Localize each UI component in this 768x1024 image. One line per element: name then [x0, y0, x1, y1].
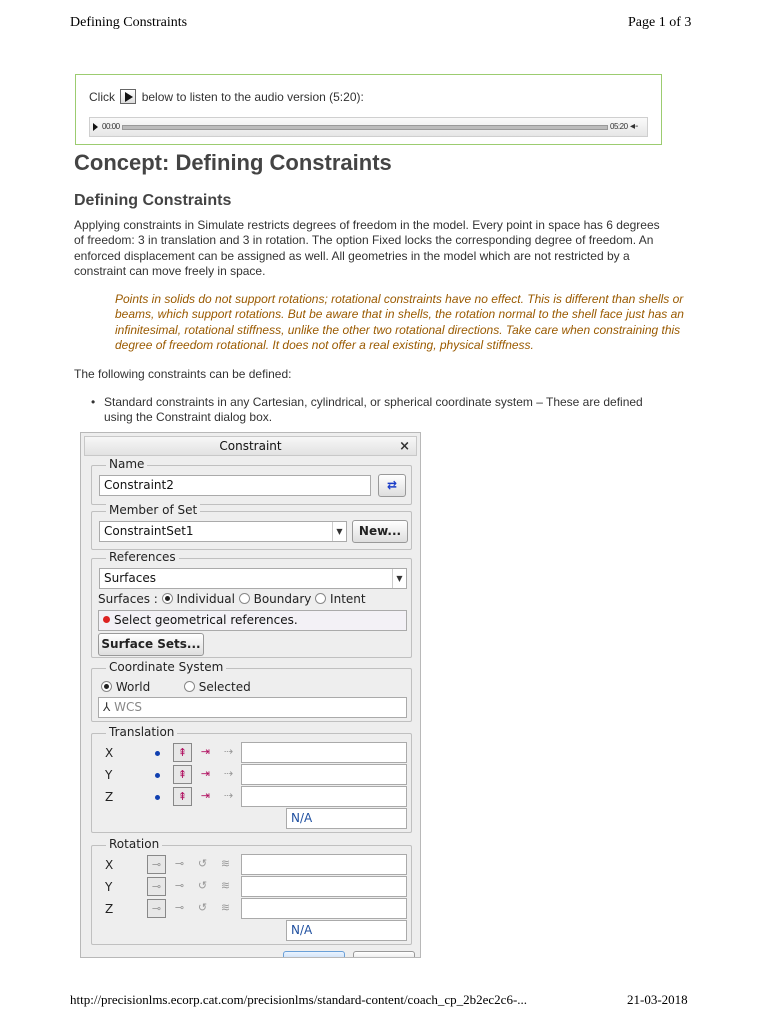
audio-prompt-after: below to listen to the audio version (5:20): [141, 90, 364, 104]
radio-boundary[interactable] [239, 593, 250, 604]
coord-group [91, 660, 412, 722]
rotation-spring-icon: ≋ [220, 901, 231, 914]
page-title: Concept: Defining Constraints [74, 150, 392, 175]
print-header-title: Defining Constraints [70, 15, 188, 30]
play-icon [120, 89, 136, 104]
cancel-button[interactable] [353, 951, 415, 958]
audio-box [75, 74, 662, 145]
audio-prompt [89, 89, 364, 104]
option-intent: Intent [330, 592, 366, 606]
section-title: Defining Constraints [74, 192, 232, 209]
rotation-free-icon: ⊸ [147, 855, 166, 874]
translation-x-value[interactable] [241, 742, 407, 763]
rotation-axis-z: Z [105, 902, 114, 916]
translation-y-status [155, 773, 160, 778]
fixed-icon[interactable]: ⇥ [200, 789, 211, 802]
note-paragraph: Points in solids do not support rotations; rotational constraints have no effect. This is different than shells or beams, which support rotations. But be aware that in shells, the rotation normal to the shell face just has an infinitesimal, rotational stiffness, unlike the other two rotational directions. Take care when constraining this degree of freedom rotational. It does not offer a real existing, physical stiffness. [115, 292, 684, 352]
references-select[interactable] [99, 568, 407, 589]
rotation-group-label: Rotation [106, 837, 162, 851]
name-field[interactable]: Constraint2 [99, 475, 371, 496]
name-group-label: Name [106, 457, 147, 471]
chevron-down-icon[interactable]: ▼ [392, 569, 406, 588]
constraint-dialog [80, 432, 421, 958]
surface-sets-button[interactable]: Surface Sets... [98, 633, 204, 656]
rotation-prescribed-icon: ↺ [197, 879, 208, 892]
rotation-fixed-icon: ⊸ [174, 901, 185, 914]
coord-options-row [101, 680, 251, 694]
translation-z-value[interactable] [241, 786, 407, 807]
rotation-axis-x: X [105, 858, 114, 872]
rotation-group [91, 837, 412, 945]
radio-selected[interactable] [184, 681, 195, 692]
coord-group-label: Coordinate System [106, 660, 226, 674]
rotation-prescribed-icon: ↺ [197, 857, 208, 870]
option-world: World [115, 680, 151, 694]
name-pick-button[interactable]: ⇄ [378, 474, 406, 497]
dialog-titlebar [84, 436, 417, 456]
rotation-y-value[interactable] [241, 876, 407, 897]
free-icon[interactable]: ⇞ [173, 787, 192, 806]
status-error-icon [103, 616, 110, 623]
translation-x-status [155, 751, 160, 756]
free-icon[interactable]: ⇞ [173, 743, 192, 762]
fixed-icon[interactable]: ⇥ [200, 745, 211, 758]
rotation-units-value: N/A [291, 923, 313, 937]
print-header-page: Page 1 of 3 [628, 15, 692, 30]
rotation-free-icon: ⊸ [147, 877, 166, 896]
audio-progress-track[interactable] [122, 125, 608, 130]
translation-units-value: N/A [291, 811, 313, 825]
rotation-fixed-icon: ⊸ [174, 857, 185, 870]
print-footer-url: http://precisionlms.ecorp.cat.com/precisionlms/standard-content/coach_cp_2b2ec2c6-... [70, 992, 528, 1007]
member-group-label: Member of Set [106, 503, 200, 517]
surfaces-options-row [98, 592, 366, 606]
translation-units-field[interactable] [286, 808, 407, 829]
audio-time-total: 05:20 [610, 122, 628, 131]
surfaces-label: Surfaces : [98, 592, 158, 606]
csys-icon: ⅄ [103, 700, 111, 714]
rotation-units-field[interactable] [286, 920, 407, 941]
select-message: Select geometrical references. [114, 613, 298, 627]
ok-button[interactable] [283, 951, 345, 958]
translation-axis-y: Y [105, 768, 113, 782]
rotation-prescribed-icon: ↺ [197, 901, 208, 914]
member-group [91, 503, 412, 550]
coord-system-value: WCS [114, 700, 143, 714]
fixed-icon[interactable]: ⇥ [200, 767, 211, 780]
print-footer-date: 21-03-2018 [627, 992, 688, 1007]
translation-axis-x: X [105, 746, 114, 760]
close-icon[interactable]: × [399, 439, 410, 454]
intro-paragraph: Applying constraints in Simulate restricts degrees of freedom in the model. Every point in space has 6 degrees of freedom: 3 in translation and 3 in rotation. The option Fixed locks the corresponding degree of freedom. An enforced displacement can be assigned as well. All geometries in the model which are not restricted by a constraint can move freely in space. [74, 218, 660, 278]
volume-icon[interactable]: ◂- [630, 121, 639, 132]
rotation-z-value[interactable] [241, 898, 407, 919]
translation-group-label: Translation [106, 725, 177, 739]
references-select-value: Surfaces [104, 571, 156, 585]
references-group-label: References [106, 550, 179, 564]
prescribed-icon[interactable]: ⇢ [223, 767, 234, 780]
rotation-spring-icon: ≋ [220, 879, 231, 892]
radio-intent[interactable] [315, 593, 326, 604]
bullet-item: Standard constraints in any Cartesian, cylindrical, or spherical coordinate system – These are defined using the Constraint dialog box. [104, 395, 643, 425]
translation-group [91, 725, 412, 833]
translation-y-value[interactable] [241, 764, 407, 785]
radio-individual[interactable] [162, 593, 173, 604]
member-select-value: ConstraintSet1 [104, 524, 194, 538]
chevron-down-icon[interactable]: ▼ [332, 522, 346, 541]
audio-play-button[interactable] [93, 123, 98, 131]
coord-system-field[interactable] [98, 697, 407, 718]
audio-prompt-before: Click [89, 90, 115, 104]
dialog-title: Constraint [219, 439, 282, 453]
free-icon[interactable]: ⇞ [173, 765, 192, 784]
rotation-free-icon: ⊸ [147, 899, 166, 918]
references-group [91, 550, 412, 658]
audio-time-elapsed: 00:00 [102, 122, 120, 131]
bullet-marker: • [91, 395, 96, 409]
new-set-button[interactable]: New... [352, 520, 408, 543]
translation-z-status [155, 795, 160, 800]
rotation-fixed-icon: ⊸ [174, 879, 185, 892]
name-group [91, 457, 412, 505]
rotation-axis-y: Y [105, 880, 113, 894]
translation-axis-z: Z [105, 790, 114, 804]
rotation-spring-icon: ≋ [220, 857, 231, 870]
audio-player [89, 117, 648, 137]
reference-collector[interactable] [98, 610, 407, 631]
option-boundary: Boundary [253, 592, 312, 606]
option-selected: Selected [198, 680, 251, 694]
option-individual: Individual [176, 592, 235, 606]
member-select[interactable] [99, 521, 347, 542]
prescribed-icon[interactable]: ⇢ [223, 789, 234, 802]
radio-world[interactable] [101, 681, 112, 692]
following-text: The following constraints can be defined: [74, 367, 292, 381]
rotation-x-value[interactable] [241, 854, 407, 875]
prescribed-icon[interactable]: ⇢ [223, 745, 234, 758]
